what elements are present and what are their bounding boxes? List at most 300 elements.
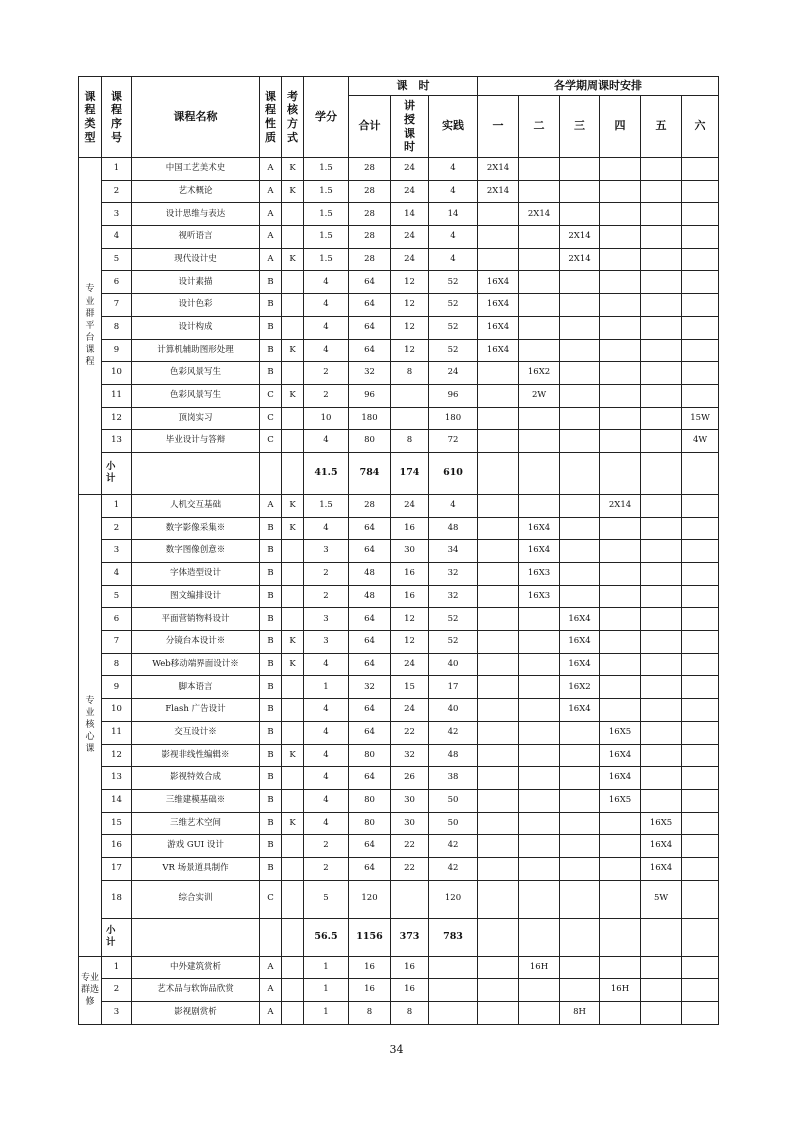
term-4-schedule: 16H <box>600 979 641 1002</box>
course-credit: 1 <box>304 956 349 979</box>
course-assessment: K <box>282 384 304 407</box>
course-practice-hours: 48 <box>429 517 478 540</box>
term-2-schedule: 16X4 <box>519 517 560 540</box>
term-5-schedule <box>641 1002 682 1025</box>
header-term-1: 一 <box>478 96 519 158</box>
term-2-schedule <box>519 316 560 339</box>
term-5-schedule <box>641 744 682 767</box>
course-nature: B <box>260 294 282 317</box>
course-name: 色彩风景写生 <box>132 362 260 385</box>
term-1-schedule <box>478 585 519 608</box>
table-row <box>79 979 719 1002</box>
course-no: 1 <box>102 956 132 979</box>
course-lecture-hours: 24 <box>391 248 429 271</box>
term-1-schedule <box>478 407 519 430</box>
term-2-schedule <box>519 158 560 181</box>
subtotal-term-2-empty <box>519 918 560 956</box>
course-no: 10 <box>102 362 132 385</box>
course-nature: A <box>260 1002 282 1025</box>
course-name: 交互设计※ <box>132 721 260 744</box>
subtotal-term-1-empty <box>478 918 519 956</box>
course-name: 图文编排设计 <box>132 585 260 608</box>
course-name: 综合实训 <box>132 880 260 918</box>
term-5-schedule <box>641 316 682 339</box>
course-practice-hours: 96 <box>429 384 478 407</box>
course-assessment <box>282 767 304 790</box>
course-total-hours: 28 <box>349 226 391 249</box>
course-assessment <box>282 880 304 918</box>
term-5-schedule <box>641 339 682 362</box>
course-name: 毕业设计与答辩 <box>132 430 260 453</box>
term-6-schedule <box>682 699 719 722</box>
course-credit: 1.5 <box>304 248 349 271</box>
term-3-schedule <box>560 956 600 979</box>
course-practice-hours: 52 <box>429 631 478 654</box>
course-practice-hours: 52 <box>429 339 478 362</box>
term-5-schedule: 16X4 <box>641 835 682 858</box>
term-4-schedule <box>600 517 641 540</box>
term-3-schedule: 16X4 <box>560 653 600 676</box>
term-1-schedule <box>478 767 519 790</box>
subtotal-lecture-hours: 174 <box>391 452 429 494</box>
term-5-schedule <box>641 517 682 540</box>
course-name: 三维艺术空间 <box>132 812 260 835</box>
course-nature: B <box>260 835 282 858</box>
course-no: 3 <box>102 203 132 226</box>
course-name: 游戏 GUI 设计 <box>132 835 260 858</box>
term-3-schedule <box>560 158 600 181</box>
course-practice-hours: 4 <box>429 248 478 271</box>
course-no: 8 <box>102 653 132 676</box>
term-6-schedule: 15W <box>682 407 719 430</box>
category-cell: 专业 群选 修 <box>79 956 102 1024</box>
term-5-schedule <box>641 271 682 294</box>
term-3-schedule <box>560 362 600 385</box>
term-2-schedule <box>519 339 560 362</box>
term-5-schedule <box>641 203 682 226</box>
term-1-schedule: 2X14 <box>478 180 519 203</box>
term-5-schedule <box>641 158 682 181</box>
header-term-3: 三 <box>560 96 600 158</box>
table-row <box>79 294 719 317</box>
term-3-schedule: 16X2 <box>560 676 600 699</box>
term-4-schedule <box>600 540 641 563</box>
term-5-schedule <box>641 294 682 317</box>
term-3-schedule <box>560 563 600 586</box>
header-practice: 实践 <box>429 96 478 158</box>
term-2-schedule <box>519 1002 560 1025</box>
course-nature: B <box>260 362 282 385</box>
course-no: 4 <box>102 563 132 586</box>
term-6-schedule <box>682 540 719 563</box>
term-2-schedule <box>519 676 560 699</box>
table-body <box>79 158 719 1025</box>
term-6-schedule <box>682 563 719 586</box>
term-5-schedule <box>641 563 682 586</box>
table-row <box>79 857 719 880</box>
term-2-schedule <box>519 226 560 249</box>
course-name: 设计色彩 <box>132 294 260 317</box>
term-6-schedule: 4W <box>682 430 719 453</box>
header-credits: 学分 <box>304 77 349 158</box>
course-nature: B <box>260 563 282 586</box>
course-practice-hours: 40 <box>429 699 478 722</box>
course-credit: 2 <box>304 585 349 608</box>
term-2-schedule <box>519 979 560 1002</box>
table-row <box>79 517 719 540</box>
term-1-schedule <box>478 812 519 835</box>
term-2-schedule <box>519 744 560 767</box>
course-lecture-hours: 24 <box>391 699 429 722</box>
course-credit: 3 <box>304 540 349 563</box>
term-2-schedule <box>519 721 560 744</box>
table-row <box>79 384 719 407</box>
term-6-schedule <box>682 979 719 1002</box>
term-2-schedule <box>519 608 560 631</box>
course-credit: 4 <box>304 517 349 540</box>
course-credit: 4 <box>304 653 349 676</box>
course-name: 艺术品与软饰品欣赏 <box>132 979 260 1002</box>
term-5-schedule <box>641 494 682 517</box>
term-6-schedule <box>682 316 719 339</box>
course-credit: 1 <box>304 676 349 699</box>
term-3-schedule <box>560 494 600 517</box>
term-1-schedule <box>478 540 519 563</box>
term-1-schedule <box>478 563 519 586</box>
course-assessment <box>282 676 304 699</box>
term-4-schedule <box>600 956 641 979</box>
course-lecture-hours: 22 <box>391 857 429 880</box>
course-practice-hours: 17 <box>429 676 478 699</box>
header-row-1 <box>79 77 719 96</box>
course-name: 影视特效合成 <box>132 767 260 790</box>
course-lecture-hours: 22 <box>391 835 429 858</box>
term-6-schedule <box>682 956 719 979</box>
term-3-schedule: 2X14 <box>560 248 600 271</box>
term-6-schedule <box>682 631 719 654</box>
course-practice-hours: 120 <box>429 880 478 918</box>
table-row <box>79 956 719 979</box>
term-4-schedule <box>600 812 641 835</box>
table-row <box>79 585 719 608</box>
term-1-schedule: 16X4 <box>478 294 519 317</box>
term-4-schedule <box>600 226 641 249</box>
course-lecture-hours: 16 <box>391 563 429 586</box>
course-practice-hours: 42 <box>429 857 478 880</box>
course-credit: 4 <box>304 767 349 790</box>
course-lecture-hours: 26 <box>391 767 429 790</box>
subtotal-term-5-empty <box>641 452 682 494</box>
term-4-schedule: 16X5 <box>600 721 641 744</box>
term-4-schedule: 2X14 <box>600 494 641 517</box>
course-practice-hours: 38 <box>429 767 478 790</box>
table-row <box>79 835 719 858</box>
term-5-schedule: 16X5 <box>641 812 682 835</box>
term-5-schedule <box>641 180 682 203</box>
term-2-schedule <box>519 767 560 790</box>
course-credit: 1.5 <box>304 226 349 249</box>
category-cell: 专 业 群 平 台 课 程 <box>79 158 102 495</box>
course-total-hours: 64 <box>349 631 391 654</box>
table-row <box>79 362 719 385</box>
term-4-schedule <box>600 407 641 430</box>
term-2-schedule: 2X14 <box>519 203 560 226</box>
course-assessment <box>282 540 304 563</box>
course-name: Flash 广告设计 <box>132 699 260 722</box>
term-3-schedule <box>560 744 600 767</box>
subtotal-credit: 56.5 <box>304 918 349 956</box>
course-nature: B <box>260 517 282 540</box>
term-3-schedule: 2X14 <box>560 226 600 249</box>
term-2-schedule <box>519 812 560 835</box>
course-total-hours: 64 <box>349 540 391 563</box>
course-practice-hours: 34 <box>429 540 478 563</box>
course-no: 15 <box>102 812 132 835</box>
course-nature: A <box>260 226 282 249</box>
term-2-schedule: 16X2 <box>519 362 560 385</box>
header-total: 合计 <box>349 96 391 158</box>
course-name: 影视非线性编辑※ <box>132 744 260 767</box>
course-practice-hours: 180 <box>429 407 478 430</box>
term-1-schedule <box>478 248 519 271</box>
term-6-schedule <box>682 271 719 294</box>
course-lecture-hours: 22 <box>391 721 429 744</box>
course-total-hours: 64 <box>349 835 391 858</box>
course-credit: 4 <box>304 789 349 812</box>
course-name: 设计构成 <box>132 316 260 339</box>
term-5-schedule <box>641 540 682 563</box>
category-cell: 专 业 核 心 课 <box>79 494 102 956</box>
term-4-schedule <box>600 676 641 699</box>
term-3-schedule <box>560 835 600 858</box>
subtotal-practice-hours: 783 <box>429 918 478 956</box>
course-no: 3 <box>102 540 132 563</box>
course-nature: B <box>260 316 282 339</box>
subtotal-term-2-empty <box>519 452 560 494</box>
course-assessment: K <box>282 248 304 271</box>
term-5-schedule <box>641 676 682 699</box>
course-credit: 2 <box>304 835 349 858</box>
course-lecture-hours: 24 <box>391 180 429 203</box>
course-total-hours: 64 <box>349 608 391 631</box>
course-practice-hours: 72 <box>429 430 478 453</box>
course-name: 字体造型设计 <box>132 563 260 586</box>
course-lecture-hours <box>391 880 429 918</box>
course-credit: 4 <box>304 744 349 767</box>
term-6-schedule <box>682 789 719 812</box>
course-practice-hours: 50 <box>429 812 478 835</box>
course-credit: 4 <box>304 316 349 339</box>
course-name: 数字图像创意※ <box>132 540 260 563</box>
course-nature: B <box>260 812 282 835</box>
course-nature: B <box>260 789 282 812</box>
table-row <box>79 226 719 249</box>
term-6-schedule <box>682 226 719 249</box>
course-nature: B <box>260 631 282 654</box>
subtotal-term-4-empty <box>600 452 641 494</box>
subtotal-nature-empty <box>260 452 282 494</box>
term-4-schedule <box>600 430 641 453</box>
course-assessment: K <box>282 631 304 654</box>
course-practice-hours: 42 <box>429 721 478 744</box>
term-2-schedule: 16X3 <box>519 563 560 586</box>
table-row <box>79 676 719 699</box>
term-5-schedule <box>641 384 682 407</box>
course-no: 7 <box>102 294 132 317</box>
course-no: 3 <box>102 1002 132 1025</box>
term-6-schedule <box>682 857 719 880</box>
course-no: 9 <box>102 339 132 362</box>
course-no: 16 <box>102 835 132 858</box>
term-6-schedule <box>682 339 719 362</box>
course-total-hours: 96 <box>349 384 391 407</box>
course-no: 12 <box>102 744 132 767</box>
term-3-schedule <box>560 789 600 812</box>
course-lecture-hours <box>391 407 429 430</box>
course-credit: 1 <box>304 1002 349 1025</box>
course-nature: C <box>260 384 282 407</box>
term-1-schedule <box>478 721 519 744</box>
term-2-schedule: 16X3 <box>519 585 560 608</box>
term-3-schedule <box>560 880 600 918</box>
course-lecture-hours: 15 <box>391 676 429 699</box>
course-practice-hours: 4 <box>429 180 478 203</box>
term-1-schedule <box>478 384 519 407</box>
course-assessment <box>282 1002 304 1025</box>
course-assessment: K <box>282 339 304 362</box>
course-total-hours: 180 <box>349 407 391 430</box>
course-total-hours: 64 <box>349 271 391 294</box>
course-total-hours: 28 <box>349 248 391 271</box>
term-6-schedule <box>682 744 719 767</box>
term-2-schedule <box>519 294 560 317</box>
course-practice-hours: 42 <box>429 835 478 858</box>
course-practice-hours: 52 <box>429 608 478 631</box>
course-practice-hours: 4 <box>429 494 478 517</box>
term-1-schedule <box>478 362 519 385</box>
term-3-schedule <box>560 767 600 790</box>
course-lecture-hours: 16 <box>391 517 429 540</box>
course-total-hours: 16 <box>349 979 391 1002</box>
term-6-schedule <box>682 676 719 699</box>
term-5-schedule <box>641 407 682 430</box>
table-row <box>79 699 719 722</box>
term-6-schedule <box>682 384 719 407</box>
term-3-schedule <box>560 540 600 563</box>
subtotal-term-6-empty <box>682 918 719 956</box>
course-lecture-hours: 16 <box>391 979 429 1002</box>
subtotal-lecture-hours: 373 <box>391 918 429 956</box>
course-practice-hours: 4 <box>429 226 478 249</box>
course-credit: 1.5 <box>304 158 349 181</box>
term-5-schedule <box>641 956 682 979</box>
course-assessment <box>282 271 304 294</box>
term-6-schedule <box>682 812 719 835</box>
term-4-schedule <box>600 835 641 858</box>
table-row <box>79 789 719 812</box>
subtotal-credit: 41.5 <box>304 452 349 494</box>
course-lecture-hours: 12 <box>391 339 429 362</box>
course-assessment <box>282 979 304 1002</box>
course-practice-hours <box>429 979 478 1002</box>
term-4-schedule <box>600 608 641 631</box>
term-3-schedule <box>560 812 600 835</box>
course-nature: B <box>260 585 282 608</box>
term-6-schedule <box>682 180 719 203</box>
course-total-hours: 32 <box>349 362 391 385</box>
subtotal-name-empty <box>132 918 260 956</box>
term-4-schedule <box>600 248 641 271</box>
course-lecture-hours: 8 <box>391 362 429 385</box>
course-total-hours: 80 <box>349 789 391 812</box>
course-total-hours: 80 <box>349 430 391 453</box>
course-total-hours: 32 <box>349 676 391 699</box>
course-no: 17 <box>102 857 132 880</box>
table-row <box>79 248 719 271</box>
course-lecture-hours: 14 <box>391 203 429 226</box>
term-5-schedule <box>641 248 682 271</box>
subtotal-nature-empty <box>260 918 282 956</box>
course-assessment <box>282 956 304 979</box>
course-practice-hours: 32 <box>429 563 478 586</box>
term-5-schedule: 5W <box>641 880 682 918</box>
course-name: 中国工艺美术史 <box>132 158 260 181</box>
course-assessment: K <box>282 517 304 540</box>
table-row <box>79 880 719 918</box>
term-3-schedule <box>560 203 600 226</box>
term-3-schedule <box>560 407 600 430</box>
course-name: Web移动端界面设计※ <box>132 653 260 676</box>
term-2-schedule <box>519 789 560 812</box>
term-2-schedule: 2W <box>519 384 560 407</box>
term-1-schedule <box>478 744 519 767</box>
term-3-schedule: 8H <box>560 1002 600 1025</box>
term-5-schedule <box>641 721 682 744</box>
term-4-schedule <box>600 631 641 654</box>
term-5-schedule <box>641 362 682 385</box>
term-2-schedule <box>519 494 560 517</box>
course-practice-hours: 24 <box>429 362 478 385</box>
course-assessment: K <box>282 158 304 181</box>
term-2-schedule <box>519 835 560 858</box>
course-name: 艺术概论 <box>132 180 260 203</box>
term-6-schedule <box>682 767 719 790</box>
course-name: 色彩风景写生 <box>132 384 260 407</box>
table-row <box>79 316 719 339</box>
course-no: 13 <box>102 430 132 453</box>
course-no: 14 <box>102 789 132 812</box>
course-credit: 2 <box>304 362 349 385</box>
course-assessment <box>282 721 304 744</box>
course-lecture-hours: 24 <box>391 494 429 517</box>
course-total-hours: 28 <box>349 180 391 203</box>
course-total-hours: 64 <box>349 699 391 722</box>
course-name: 设计思维与表达 <box>132 203 260 226</box>
course-credit: 3 <box>304 631 349 654</box>
table-row <box>79 203 719 226</box>
course-nature: C <box>260 880 282 918</box>
subtotal-term-4-empty <box>600 918 641 956</box>
header-assessment: 考 核 方 式 <box>282 77 304 158</box>
course-credit: 4 <box>304 721 349 744</box>
course-no: 11 <box>102 384 132 407</box>
course-no: 11 <box>102 721 132 744</box>
course-lecture-hours: 30 <box>391 789 429 812</box>
term-1-schedule <box>478 979 519 1002</box>
course-name: 顶岗实习 <box>132 407 260 430</box>
term-5-schedule <box>641 789 682 812</box>
course-lecture-hours: 32 <box>391 744 429 767</box>
